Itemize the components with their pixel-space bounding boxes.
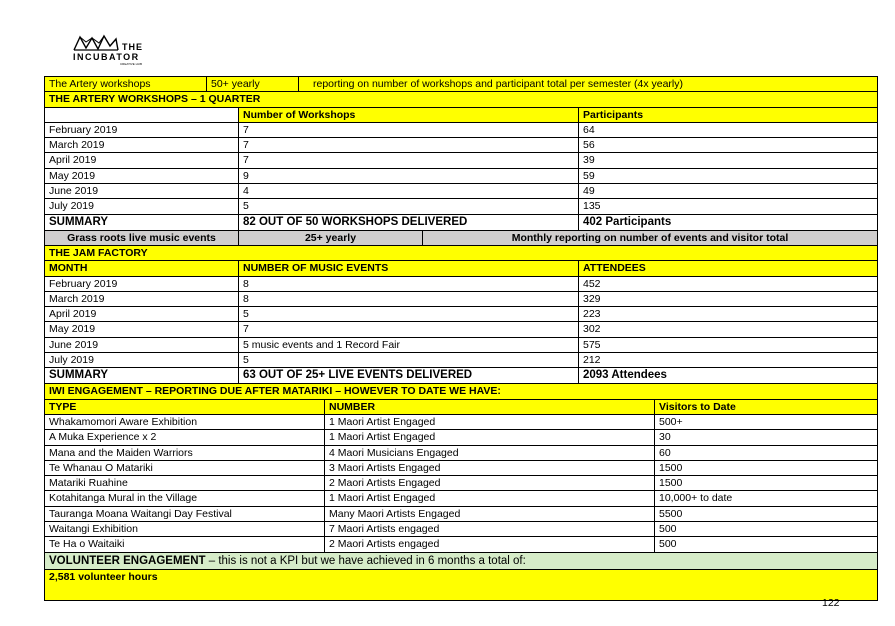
logo-text-creative-hub: CREATIVE HUB	[120, 62, 142, 66]
iwi-header-visitors: Visitors to Date	[654, 400, 878, 414]
jam-events: 7	[238, 322, 578, 336]
iwi-number: Many Maori Artists Engaged	[324, 507, 654, 521]
iwi-header-number: NUMBER	[324, 400, 654, 414]
artery-header-workshops: Number of Workshops	[238, 108, 578, 122]
jam-header-attendees: ATTENDEES	[578, 261, 878, 275]
iwi-visitors: 1500	[654, 461, 878, 475]
iwi-visitors: 500	[654, 522, 878, 536]
artery-month: May 2019	[44, 169, 238, 183]
jam-summary-label: SUMMARY	[44, 368, 238, 383]
iwi-number: 1 Maori Artist Engaged	[324, 415, 654, 429]
volunteer-title-bold: VOLUNTEER ENGAGEMENT	[49, 554, 206, 567]
page-number: 122	[822, 597, 840, 609]
artery-kpi-target: 50+ yearly	[206, 77, 298, 91]
artery-kpi-name: The Artery workshops	[44, 77, 206, 91]
artery-participants: 64	[578, 123, 878, 137]
iwi-type: Te Whanau O Matariki	[44, 461, 324, 475]
table-row	[44, 521, 878, 536]
artery-month: April 2019	[44, 153, 238, 167]
table-row	[44, 137, 878, 152]
iwi-number: 2 Maori Artists Engaged	[324, 476, 654, 490]
jam-month: June 2019	[44, 338, 238, 352]
volunteer-title-rest: – this is not a KPI but we have achieved in 6 months a total of:	[205, 554, 526, 567]
jam-header-month: MONTH	[44, 261, 238, 275]
grassroots-kpi-row	[44, 230, 878, 245]
kpi-report-table	[44, 76, 878, 601]
table-row	[44, 168, 878, 183]
jam-events: 5	[238, 307, 578, 321]
table-row	[44, 414, 878, 429]
artery-participants: 135	[578, 199, 878, 213]
artery-header-participants: Participants	[578, 108, 878, 122]
jam-month: March 2019	[44, 292, 238, 306]
iwi-title: IWI ENGAGEMENT – REPORTING DUE AFTER MATARIKI – HOWEVER TO DATE WE HAVE:	[44, 384, 878, 398]
table-row	[44, 337, 878, 352]
table-row	[44, 306, 878, 321]
artery-workshops: 7	[238, 123, 578, 137]
artery-participants: 59	[578, 169, 878, 183]
jam-attendees: 452	[578, 277, 878, 291]
jam-attendees: 212	[578, 353, 878, 367]
iwi-visitors: 60	[654, 446, 878, 460]
table-row	[44, 291, 878, 306]
artery-header-row	[44, 107, 878, 122]
jam-month: July 2019	[44, 353, 238, 367]
table-row	[44, 152, 878, 167]
jam-events: 8	[238, 277, 578, 291]
artery-kpi-row	[44, 76, 878, 91]
jam-header-events: NUMBER OF MUSIC EVENTS	[238, 261, 578, 275]
iwi-visitors: 500	[654, 537, 878, 551]
table-row	[44, 490, 878, 505]
volunteer-title	[44, 553, 878, 569]
volunteer-title-row	[44, 552, 878, 569]
iwi-header-row	[44, 399, 878, 414]
grassroots-kpi-note: Monthly reporting on number of events and visitor total	[422, 231, 878, 245]
logo-text-incubator: INCUBATOR	[73, 52, 140, 62]
jam-month: May 2019	[44, 322, 238, 336]
jam-summary-row	[44, 367, 878, 383]
table-row	[44, 198, 878, 213]
artery-summary-participants: 402 Participants	[578, 215, 878, 230]
table-row	[44, 506, 878, 521]
iwi-rows	[44, 414, 878, 552]
iwi-type: Tauranga Moana Waitangi Day Festival	[44, 507, 324, 521]
table-row	[44, 536, 878, 551]
iwi-type: Te Ha o Waitaiki	[44, 537, 324, 551]
iwi-visitors: 1500	[654, 476, 878, 490]
table-row	[44, 352, 878, 367]
jam-title: THE JAM FACTORY	[44, 246, 878, 260]
table-row	[44, 183, 878, 198]
artery-participants: 56	[578, 138, 878, 152]
iwi-header-type: TYPE	[44, 400, 324, 414]
volunteer-hours-row	[44, 569, 878, 601]
jam-title-row	[44, 245, 878, 260]
iwi-type: Mana and the Maiden Warriors	[44, 446, 324, 460]
artery-summary-row	[44, 214, 878, 230]
artery-month: June 2019	[44, 184, 238, 198]
iwi-visitors: 500+	[654, 415, 878, 429]
logo-text-the: THE	[122, 42, 143, 52]
iwi-number: 1 Maori Artist Engaged	[324, 491, 654, 505]
iwi-number: 7 Maori Artists engaged	[324, 522, 654, 536]
artery-summary-label: SUMMARY	[44, 215, 238, 230]
iwi-type: Waitangi Exhibition	[44, 522, 324, 536]
artery-participants: 49	[578, 184, 878, 198]
grassroots-kpi-name: Grass roots live music events	[44, 231, 238, 245]
volunteer-hours: 2,581 volunteer hours	[44, 570, 878, 600]
artery-month: February 2019	[44, 123, 238, 137]
jam-events: 8	[238, 292, 578, 306]
jam-events: 5 music events and 1 Record Fair	[238, 338, 578, 352]
table-row	[44, 276, 878, 291]
artery-workshops: 7	[238, 153, 578, 167]
grassroots-kpi-target: 25+ yearly	[238, 231, 422, 245]
table-row	[44, 475, 878, 490]
artery-participants: 39	[578, 153, 878, 167]
iwi-visitors: 5500	[654, 507, 878, 521]
artery-month: July 2019	[44, 199, 238, 213]
artery-month: March 2019	[44, 138, 238, 152]
iwi-number: 1 Maori Artist Engaged	[324, 430, 654, 444]
iwi-type: A Muka Experience x 2	[44, 430, 324, 444]
table-row	[44, 321, 878, 336]
jam-month: February 2019	[44, 277, 238, 291]
artery-rows	[44, 122, 878, 214]
jam-attendees: 329	[578, 292, 878, 306]
artery-workshops: 5	[238, 199, 578, 213]
jam-rows	[44, 276, 878, 368]
artery-workshops: 4	[238, 184, 578, 198]
iwi-visitors: 10,000+ to date	[654, 491, 878, 505]
table-row	[44, 429, 878, 444]
artery-title-row	[44, 91, 878, 106]
iwi-type: Matariki Ruahine	[44, 476, 324, 490]
table-row	[44, 122, 878, 137]
jam-summary-attendees: 2093 Attendees	[578, 368, 878, 383]
artery-header-blank	[44, 108, 238, 122]
iwi-number: 2 Maori Artists engaged	[324, 537, 654, 551]
jam-attendees: 223	[578, 307, 878, 321]
jam-events: 5	[238, 353, 578, 367]
logo-mark-icon	[72, 34, 120, 52]
iwi-title-row	[44, 383, 878, 398]
jam-summary-events: 63 OUT OF 25+ LIVE EVENTS DELIVERED	[238, 368, 578, 383]
artery-workshops: 7	[238, 138, 578, 152]
jam-attendees: 302	[578, 322, 878, 336]
iwi-number: 3 Maori Artists Engaged	[324, 461, 654, 475]
iwi-number: 4 Maori Musicians Engaged	[324, 446, 654, 460]
iwi-type: Kotahitanga Mural in the Village	[44, 491, 324, 505]
artery-summary-workshops: 82 OUT OF 50 WORKSHOPS DELIVERED	[238, 215, 578, 230]
jam-attendees: 575	[578, 338, 878, 352]
iwi-type: Whakamomori Aware Exhibition	[44, 415, 324, 429]
artery-kpi-note: reporting on number of workshops and participant total per semester (4x yearly)	[298, 77, 878, 91]
table-row	[44, 445, 878, 460]
jam-month: April 2019	[44, 307, 238, 321]
iwi-visitors: 30	[654, 430, 878, 444]
jam-header-row	[44, 260, 878, 275]
artery-title: THE ARTERY WORKSHOPS – 1 QUARTER	[44, 92, 878, 106]
table-row	[44, 460, 878, 475]
incubator-logo	[72, 34, 152, 66]
artery-workshops: 9	[238, 169, 578, 183]
